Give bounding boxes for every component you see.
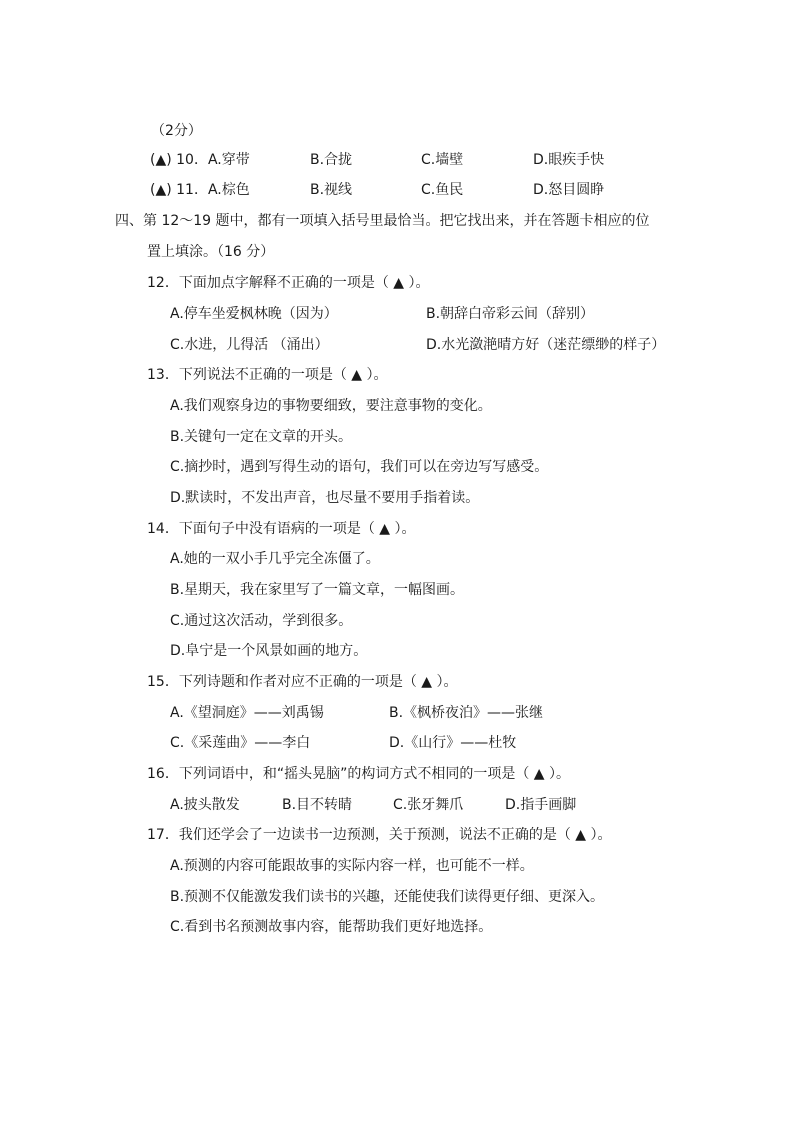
q11-option-d: D.怒目圆睁 — [533, 182, 605, 198]
q12-option-b: B.朝辞白帝彩云间（辞别） — [426, 306, 595, 322]
q10-option-c: C.墙壁 — [421, 152, 464, 168]
q12-option-c: C.水进，儿得活 （涌出） — [170, 337, 329, 353]
q10-stem-option-a: (▲) 10．A.穿带 — [150, 152, 250, 168]
q14-stem: 14．下面句子中没有语病的一项是（ ▲ ）。 — [147, 521, 416, 537]
q16-option-c: C.张牙舞爪 — [393, 797, 464, 813]
q17-option-c: C.看到书名预测故事内容，能帮助我们更好地选择。 — [170, 919, 493, 935]
q17-stem: 17．我们还学会了一边读书一边预测，关于预测，说法不正确的是（ ▲ ）。 — [147, 827, 612, 843]
q16-option-d: D.指手画脚 — [505, 797, 577, 813]
q16-option-b: B.目不转睛 — [282, 797, 353, 813]
q15-option-d: D.《山行》——杜牧 — [389, 735, 517, 751]
q11-stem-option-a: (▲) 11．A.棕色 — [150, 182, 250, 198]
q14-option-d: D.阜宁是一个风景如画的地方。 — [170, 643, 368, 659]
q11-option-c: C.鱼民 — [421, 182, 464, 198]
q11-option-b: B.视线 — [310, 182, 353, 198]
q13-stem: 13．下列说法不正确的一项是（ ▲ ）。 — [147, 367, 388, 383]
q17-option-b: B.预测不仅能激发我们读书的兴趣，还能使我们读得更仔细、更深入。 — [170, 889, 605, 905]
q13-option-c: C.摘抄时，遇到写得生动的语句，我们可以在旁边写写感受。 — [170, 459, 549, 475]
q10-option-b: B.合拢 — [310, 152, 353, 168]
q16-stem: 16．下列词语中，和“摇头晃脑”的构词方式不相同的一项是（ ▲ ）。 — [147, 766, 570, 782]
q15-option-b: B.《枫桥夜泊》——张继 — [389, 705, 544, 721]
q13-option-d: D.默读时，不发出声音，也尽量不要用手指着读。 — [170, 490, 480, 506]
q14-option-b: B.星期天，我在家里写了一篇文章，一幅图画。 — [170, 582, 465, 598]
q12-option-d: D.水光潋滟晴方好（迷茫缥缈的样子） — [426, 337, 666, 353]
q10-option-d: D.眼疾手快 — [533, 152, 605, 168]
q13-option-a: A.我们观察身边的事物要细致，要注意事物的变化。 — [170, 398, 492, 414]
q12-stem: 12．下面加点字解释不正确的一项是（ ▲ ）。 — [147, 275, 430, 291]
q17-option-a: A.预测的内容可能跟故事的实际内容一样，也可能不一样。 — [170, 858, 534, 874]
q14-option-c: C.通过这次活动，学到很多。 — [170, 613, 353, 629]
q13-option-b: B.关键句一定在文章的开头。 — [170, 429, 353, 445]
q14-option-a: A.她的一双小手几乎完全冻僵了。 — [170, 551, 380, 567]
points-note: （2分） — [151, 123, 202, 139]
section-four-instruction: 四、第 12～19 题中，都有一项填入括号里最恰当。把它找出来，并在答题卡相应的位 — [115, 213, 650, 229]
q16-option-a: A.披头散发 — [170, 797, 240, 813]
q15-option-a: A.《望洞庭》——刘禹锡 — [170, 705, 324, 721]
q15-option-c: C.《采莲曲》——李白 — [170, 735, 311, 751]
q15-stem: 15．下列诗题和作者对应不正确的一项是（ ▲ ）。 — [147, 674, 458, 690]
q12-option-a: A.停车坐爱枫林晚（因为） — [170, 306, 338, 322]
section-four-instruction-cont: 置上填涂。（16 分） — [147, 244, 275, 260]
